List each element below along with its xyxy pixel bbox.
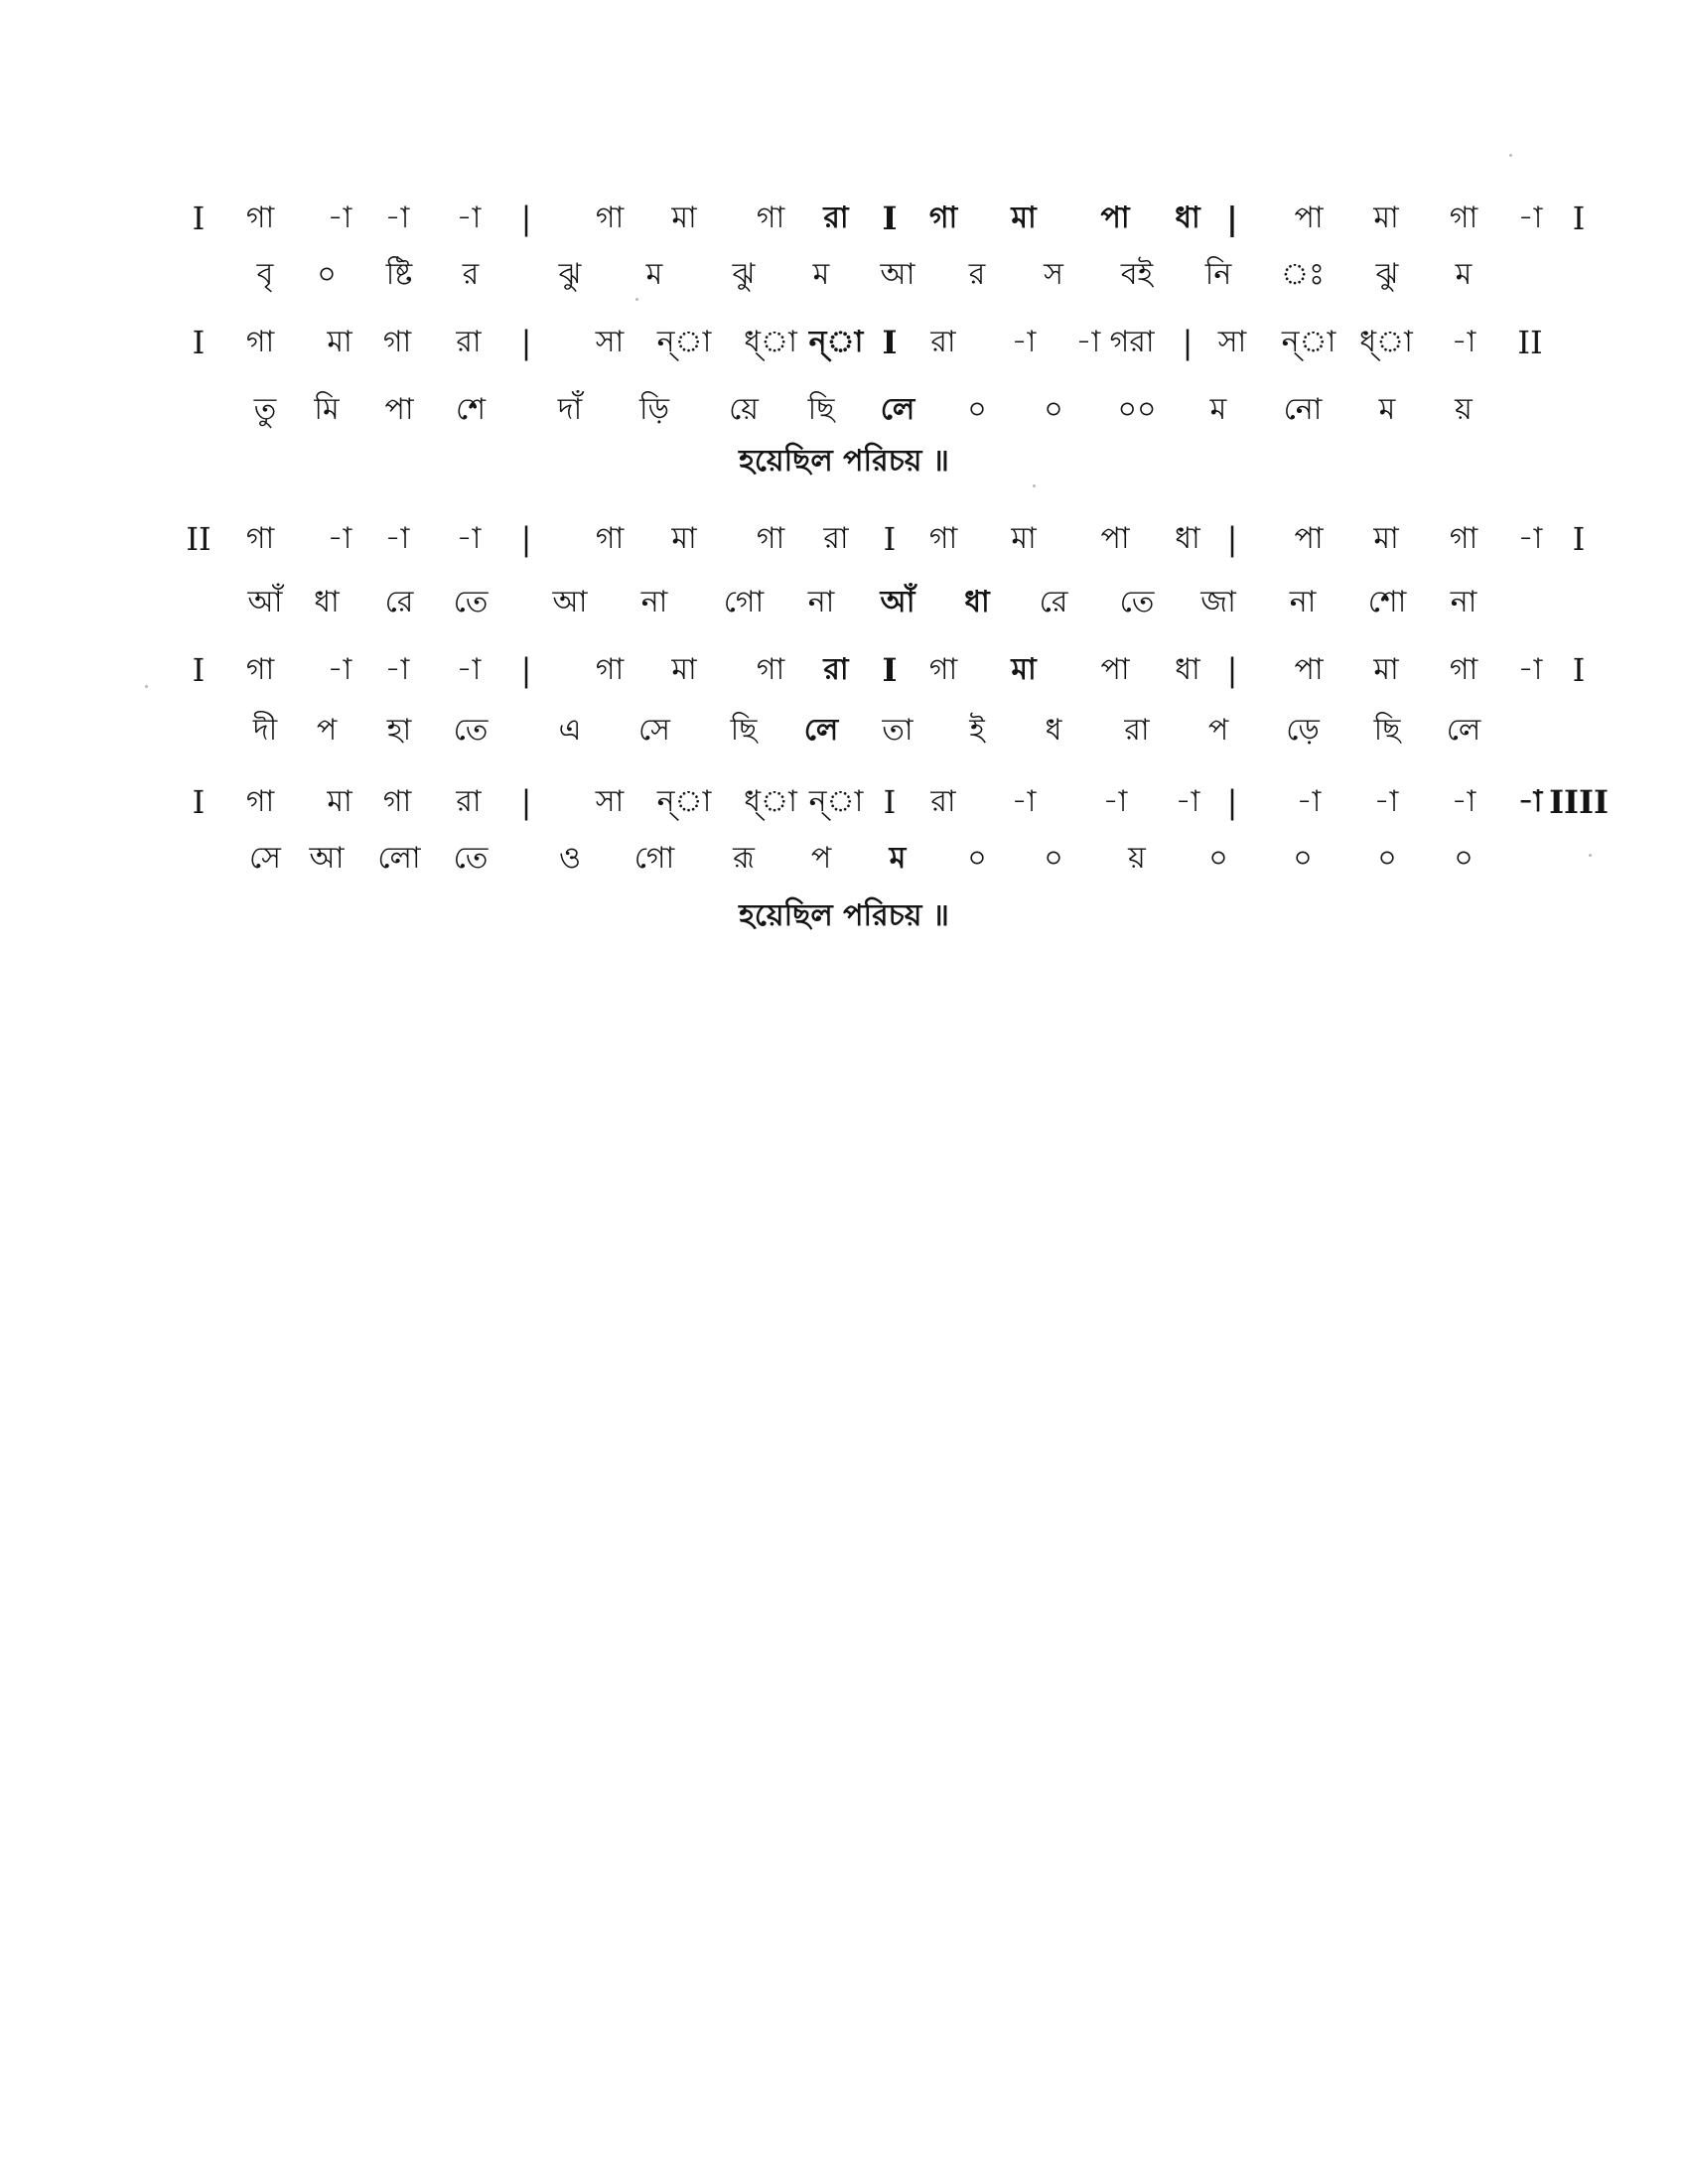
lyrics-line-1 bbox=[0, 245, 1688, 305]
note-syllable: মা bbox=[1373, 652, 1399, 687]
lyric-syllable: ছি bbox=[1373, 713, 1401, 748]
barline: I bbox=[192, 783, 206, 821]
lyric-syllable: ০ bbox=[1377, 841, 1397, 876]
note-syllable: মা bbox=[1011, 521, 1037, 556]
note-syllable: -া bbox=[1175, 784, 1200, 819]
lyric-syllable: আঁ bbox=[247, 585, 283, 619]
barline: I bbox=[192, 324, 206, 361]
lyric-syllable: আঁ bbox=[880, 585, 915, 619]
scan-speck bbox=[145, 685, 148, 688]
scan-speck bbox=[1589, 854, 1592, 857]
lyric-syllable: ০ bbox=[967, 841, 987, 876]
barline: | bbox=[520, 651, 532, 689]
lyrics-line-4 bbox=[0, 701, 1688, 760]
scan-speck bbox=[1033, 484, 1036, 487]
note-syllable: রা bbox=[823, 201, 849, 235]
lyric-syllable: নি bbox=[1204, 257, 1232, 292]
note-syllable: -া bbox=[1517, 521, 1543, 556]
note-syllable: ধ্‌া bbox=[1359, 325, 1413, 359]
note-syllable: পা bbox=[1294, 521, 1324, 556]
note-syllable: -া bbox=[327, 201, 352, 235]
lyric-syllable: তে bbox=[453, 585, 489, 619]
lyric-syllable: রূ bbox=[733, 841, 755, 876]
lyric-syllable: ড়ে bbox=[1286, 713, 1320, 748]
barline: | bbox=[520, 324, 532, 361]
barline: II bbox=[1517, 324, 1543, 361]
lyric-syllable: জা bbox=[1200, 585, 1236, 619]
lyric-syllable: ০ bbox=[1454, 841, 1474, 876]
lyric-syllable: ম bbox=[1455, 257, 1473, 292]
note-syllable: মা bbox=[671, 521, 697, 556]
note-syllable: সা bbox=[1217, 325, 1247, 359]
notes-line-4 bbox=[0, 640, 1688, 700]
lyric-syllable: ০ bbox=[1293, 841, 1313, 876]
lyric-syllable: ঃ bbox=[1280, 257, 1326, 292]
note-syllable: গা bbox=[1449, 521, 1478, 556]
lyric-syllable: লো bbox=[377, 841, 421, 876]
note-syllable: গা bbox=[928, 521, 958, 556]
note-syllable: -া bbox=[1296, 784, 1322, 819]
note-syllable: পা bbox=[1100, 521, 1130, 556]
refrain-caption-2 bbox=[0, 891, 1688, 941]
lyric-syllable: না bbox=[1450, 585, 1477, 619]
scan-speck bbox=[1509, 154, 1512, 157]
barline: I bbox=[882, 200, 898, 237]
note-syllable: ন্‌া bbox=[656, 325, 712, 359]
lyric-syllable: ০ bbox=[317, 257, 337, 292]
note-syllable: -া bbox=[1011, 784, 1037, 819]
lyric-syllable: ও bbox=[558, 841, 582, 876]
note-syllable: গা bbox=[245, 521, 275, 556]
lyric-syllable: ম bbox=[1378, 392, 1396, 427]
notes-line-5 bbox=[0, 772, 1688, 832]
note-syllable: -া bbox=[1517, 784, 1543, 819]
lyric-syllable: রে bbox=[384, 585, 414, 619]
lyric-syllable: আ bbox=[309, 841, 345, 876]
lyric-syllable: ০ bbox=[1044, 841, 1063, 876]
notes-line-2 bbox=[0, 313, 1688, 372]
lyric-syllable: সে bbox=[638, 713, 670, 748]
barline: I bbox=[1572, 651, 1586, 689]
lyric-syllable: য় bbox=[1128, 841, 1146, 876]
lyric-syllable: তে bbox=[453, 841, 489, 876]
lyric-syllable: নো bbox=[1283, 392, 1323, 427]
note-syllable: ন্‌া bbox=[656, 784, 712, 819]
lyric-syllable: ০ bbox=[1044, 392, 1063, 427]
barline: I bbox=[882, 324, 898, 361]
note-syllable: -া bbox=[1011, 325, 1037, 359]
barline: I bbox=[192, 651, 206, 689]
lyric-syllable: ম bbox=[812, 257, 830, 292]
lyric-syllable: শো bbox=[1367, 585, 1407, 619]
barline: | bbox=[1226, 520, 1238, 558]
lyric-syllable: গো bbox=[723, 585, 765, 619]
note-syllable: -া bbox=[384, 201, 410, 235]
note-syllable: পা bbox=[1100, 201, 1130, 235]
note-syllable: গা bbox=[245, 784, 275, 819]
lyric-syllable: মি bbox=[314, 392, 340, 427]
lyric-syllable: র bbox=[462, 257, 480, 292]
lyric-syllable: শে bbox=[456, 392, 486, 427]
note-syllable: রা bbox=[930, 325, 956, 359]
note-syllable: ধা bbox=[1175, 201, 1200, 235]
lyric-syllable: ধা bbox=[964, 585, 990, 619]
note-syllable: গা bbox=[1449, 201, 1478, 235]
note-syllable: সা bbox=[595, 784, 625, 819]
lyric-syllable: লে bbox=[1446, 713, 1481, 748]
lyric-syllable: র bbox=[968, 257, 986, 292]
lyric-syllable: ধ bbox=[1045, 713, 1062, 748]
note-syllable: ন্‌া bbox=[1281, 325, 1336, 359]
lyric-syllable: আ bbox=[552, 585, 588, 619]
refrain-caption-text: হয়েছিল পরিচয় ॥ bbox=[739, 898, 949, 933]
note-syllable: পা bbox=[1100, 652, 1130, 687]
note-syllable: -া bbox=[456, 201, 482, 235]
note-syllable: -া bbox=[384, 521, 410, 556]
barline: | bbox=[520, 200, 532, 237]
lyrics-line-2 bbox=[0, 380, 1688, 440]
lyric-syllable: না bbox=[640, 585, 668, 619]
lyric-syllable: পা bbox=[384, 392, 414, 427]
barline: I bbox=[882, 651, 898, 689]
lyric-syllable: ম bbox=[645, 257, 663, 292]
note-syllable: রা bbox=[823, 652, 849, 687]
barline: | bbox=[520, 783, 532, 821]
barline: I bbox=[883, 783, 897, 821]
note-syllable: ধা bbox=[1175, 652, 1200, 687]
barline: | bbox=[1182, 324, 1194, 361]
note-syllable: গা bbox=[245, 325, 275, 359]
note-syllable: -া গরা bbox=[1075, 325, 1155, 359]
lyric-syllable: না bbox=[1289, 585, 1317, 619]
note-syllable: রা bbox=[456, 325, 482, 359]
lyrics-line-5 bbox=[0, 829, 1688, 888]
lyric-syllable: দী bbox=[252, 713, 278, 748]
lyric-syllable: রা bbox=[1124, 713, 1150, 748]
note-syllable: গা bbox=[1449, 652, 1478, 687]
lyric-syllable: ছি bbox=[807, 392, 835, 427]
note-syllable: সা bbox=[595, 325, 625, 359]
lyrics-line-3 bbox=[0, 573, 1688, 632]
lyric-syllable: ০ bbox=[967, 392, 987, 427]
lyric-syllable: য় bbox=[1455, 392, 1473, 427]
barline: | bbox=[520, 520, 532, 558]
note-syllable: ধ্‌া bbox=[744, 325, 797, 359]
note-syllable: গা bbox=[595, 201, 625, 235]
lyric-syllable: ০০ bbox=[1117, 392, 1157, 427]
note-syllable: গা bbox=[595, 652, 625, 687]
lyric-syllable: ম bbox=[1209, 392, 1227, 427]
lyric-syllable: ই bbox=[969, 713, 985, 748]
note-syllable: -া bbox=[384, 652, 410, 687]
note-syllable: ধ্‌া bbox=[744, 784, 797, 819]
lyric-syllable: হা bbox=[386, 713, 412, 748]
lyric-syllable: ঝু bbox=[558, 257, 582, 292]
note-syllable: গা bbox=[756, 201, 785, 235]
lyric-syllable: তা bbox=[882, 713, 914, 748]
lyric-syllable: প bbox=[1207, 713, 1229, 748]
note-syllable: মা bbox=[327, 784, 352, 819]
note-syllable: গা bbox=[928, 652, 958, 687]
note-syllable: -া bbox=[456, 652, 482, 687]
note-syllable: ন্‌া bbox=[808, 784, 864, 819]
note-syllable: গা bbox=[595, 521, 625, 556]
lyric-syllable: গো bbox=[633, 841, 675, 876]
lyric-syllable: ০ bbox=[1208, 841, 1228, 876]
note-syllable: ধা bbox=[1175, 521, 1200, 556]
note-syllable: -া bbox=[327, 521, 352, 556]
note-syllable: রা bbox=[823, 521, 849, 556]
note-syllable: গা bbox=[928, 201, 958, 235]
barline: II bbox=[186, 520, 211, 558]
note-syllable: পা bbox=[1294, 652, 1324, 687]
barline: | bbox=[1226, 783, 1238, 821]
lyric-syllable: প bbox=[316, 713, 338, 748]
note-syllable: -া bbox=[1517, 652, 1543, 687]
note-syllable: রা bbox=[456, 784, 482, 819]
note-syllable: গা bbox=[245, 652, 275, 687]
lyric-syllable: ঝু bbox=[732, 257, 756, 292]
note-syllable: -া bbox=[327, 652, 352, 687]
note-syllable: মা bbox=[671, 652, 697, 687]
barline: I bbox=[192, 200, 206, 237]
note-syllable: গা bbox=[382, 325, 412, 359]
barline: I bbox=[883, 520, 897, 558]
lyric-syllable: বই bbox=[1120, 257, 1154, 292]
refrain-caption-1 bbox=[0, 437, 1688, 486]
scan-speck bbox=[635, 298, 638, 301]
notes-line-3 bbox=[0, 509, 1688, 569]
note-syllable: পা bbox=[1294, 201, 1324, 235]
barline: IIII bbox=[1549, 783, 1609, 821]
note-syllable: মা bbox=[1373, 521, 1399, 556]
barline: I bbox=[1572, 200, 1586, 237]
note-syllable: গা bbox=[756, 521, 785, 556]
lyric-syllable: ছি bbox=[730, 713, 758, 748]
lyric-syllable: ড়ি bbox=[638, 392, 670, 427]
lyric-syllable: তে bbox=[453, 713, 489, 748]
note-syllable: -া bbox=[1102, 784, 1128, 819]
note-syllable: -া bbox=[1451, 325, 1477, 359]
lyric-syllable: লে bbox=[880, 392, 915, 427]
refrain-caption-text: হয়েছিল পরিচয় ॥ bbox=[739, 444, 949, 478]
lyric-syllable: য়ে bbox=[729, 392, 759, 427]
notes-line-1 bbox=[0, 189, 1688, 248]
note-syllable: ন্‌া bbox=[808, 325, 864, 359]
note-syllable: -া bbox=[1451, 784, 1477, 819]
lyric-syllable: সে bbox=[249, 841, 281, 876]
note-syllable: মা bbox=[1011, 201, 1037, 235]
lyric-syllable: আ bbox=[880, 257, 915, 292]
lyric-syllable: না bbox=[807, 585, 835, 619]
note-syllable: মা bbox=[327, 325, 352, 359]
lyric-syllable: এ bbox=[558, 713, 582, 748]
note-syllable: মা bbox=[1011, 652, 1037, 687]
note-syllable: -া bbox=[1517, 201, 1543, 235]
lyric-syllable: ঝু bbox=[1375, 257, 1399, 292]
lyric-syllable: রে bbox=[1039, 585, 1068, 619]
note-syllable: মা bbox=[1373, 201, 1399, 235]
lyric-syllable: ষ্টি bbox=[385, 257, 413, 292]
lyric-syllable: দাঁ bbox=[557, 392, 583, 427]
lyric-syllable: তে bbox=[1119, 585, 1155, 619]
barline: | bbox=[1226, 651, 1238, 689]
lyric-syllable: ম bbox=[889, 841, 907, 876]
note-syllable: মা bbox=[671, 201, 697, 235]
lyric-syllable: বৃ bbox=[256, 257, 274, 292]
note-syllable: গা bbox=[382, 784, 412, 819]
note-syllable: -া bbox=[1373, 784, 1399, 819]
note-syllable: গা bbox=[756, 652, 785, 687]
note-syllable: রা bbox=[930, 784, 956, 819]
lyric-syllable: লে bbox=[803, 713, 839, 748]
note-syllable: গা bbox=[245, 201, 275, 235]
barline: I bbox=[1572, 520, 1586, 558]
lyric-syllable: প bbox=[810, 841, 832, 876]
lyric-syllable: স bbox=[1044, 257, 1063, 292]
note-syllable: -া bbox=[456, 521, 482, 556]
barline: | bbox=[1226, 200, 1238, 237]
lyric-syllable: ধা bbox=[314, 585, 340, 619]
lyric-syllable: তু bbox=[253, 392, 277, 427]
